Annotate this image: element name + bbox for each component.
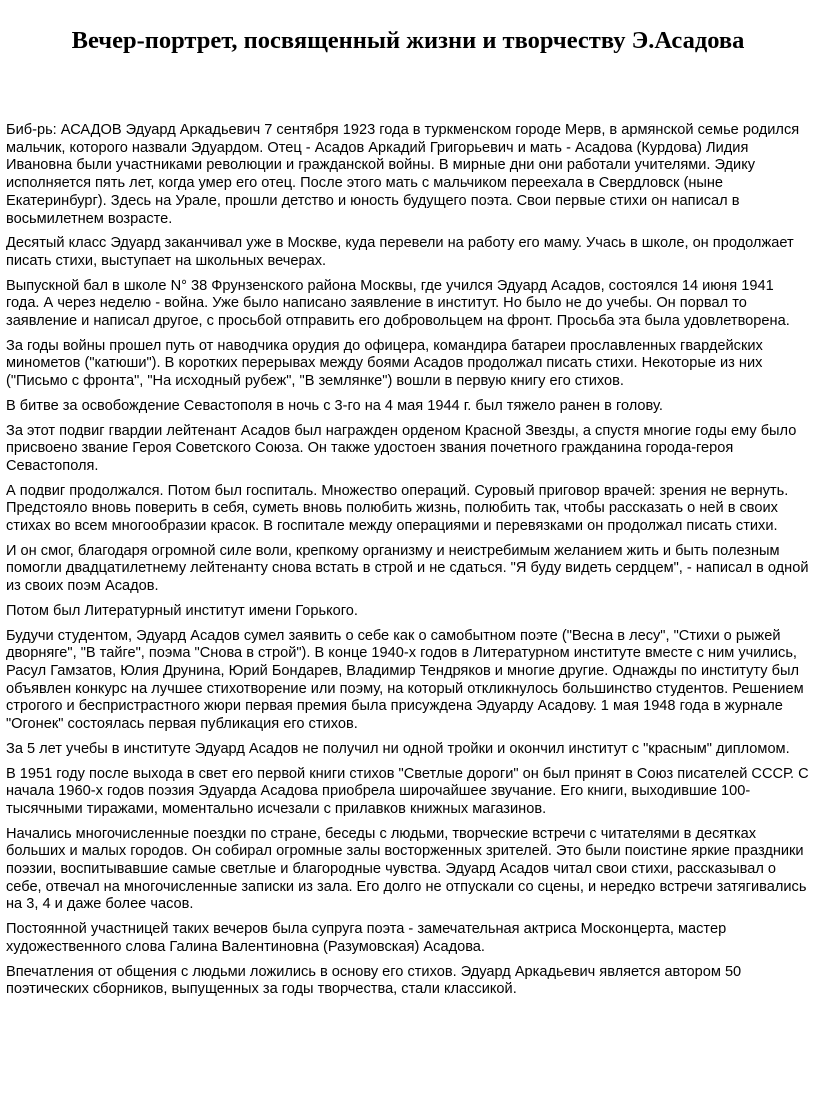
paragraph-war-years: За годы войны прошел путь от наводчика орудия до офицера, командира батареи прославленных гвардейских минометов ("катюши"). В коротких перерывах между боями Асадов продолжал писать стихи. Некоторые из них ("Письмо с фронта", "На исходный рубеж", "В землянке") вошли в первую книгу его стихов. — [6, 337, 763, 390]
paragraph-first-book: В 1951 году после выхода в свет его первой книги стихов "Светлые дороги" он был принят в Союз писателей СССР. С начала 1960-х годов поэзия Эдуарда Асадова приобрела широчайшее звучание. Его книги, выходившие 100-тысячными тиражами, моментально исчезали с прилавков книжных магазинов. — [6, 765, 809, 817]
paragraph-awards: За этот подвиг гвардии лейтенант Асадов был награжден орденом Красной Звезды, а спустя многие годы ему было присвоено звание Героя Советского Союза. Он также удостоен звания почетного гражданина города-героя Севастополя. — [6, 422, 797, 474]
paragraph-graduation-war: Выпускной бал в школе N° 38 Фрунзенского района Москвы, где учился Эдуард Асадов, состоялся 14 июня 1941 года. А через неделю - война. Уже было написано заявление в институт. Но было не до учебы. Он порвал то заявление и написал другое, с просьбой отправить его добровольцем на фронт. Просьба эта была удовлетворена. — [6, 277, 790, 330]
document-body — [6, 122, 810, 999]
paragraph-red-diploma: За 5 лет учебы в институте Эдуард Асадов не получил ни одной тройки и окончил институт с "красным" дипломом. — [6, 740, 790, 757]
paragraph-school-moscow: Десятый класс Эдуард заканчивал уже в Москве, куда перевели на работу его маму. Учась в школе, он продолжает писать стихи, выступает на школьных вечерах. — [6, 235, 794, 269]
paragraph-student-years: Будучи студентом, Эдуард Асадов сумел заявить о себе как о самобытном поэте ("Весна в лесу", "Стихи о рыжей дворняге", "В тайге", поэма "Снова в строй"). В конце 1940-х годов в Литературном институте вместе с ним учились, Расул Гамзатов, Юлия Друнина, Юрий Бондарев, Владимир Тендряков и многие другие. Однажды по институту был объявлен конкурс на лучшее стихотворение или поэму, на который откликнулось большинство студентов. Решением строгого и беспристрастного жюри первая премия была присуждена Эдуарду Асадову. 1 мая 1948 года в журнале "Огонек" состоялась первая публикация его стихов. — [6, 627, 804, 733]
paragraph-collections: Впечатления от общения с людьми ложились в основу его стихов. Эдуард Аркадьевич является автором 50 поэтических сборников, выпущенных за годы творчества, стали классикой. — [6, 963, 742, 998]
paragraph-literary-institute: Потом был Литературный институт имени Горького. — [6, 602, 358, 619]
paragraph-spouse: Постоянной участницей таких вечеров была супруга поэта - замечательная актриса Москонцерта, мастер художественного слова Галина Валентиновна (Разумовская) Асадова. — [6, 921, 727, 955]
paragraph-biography-intro: Биб-рь: АСАДОВ Эдуард Аркадьевич 7 сентября 1923 года в туркменском городе Мерв, в армянской семье родился мальчик, которого назвали Эдуардом. Отец - Асадов Аркадий Григорьевич и мать - Асадова (Курдова) Лидия Ивановна были участниками революции и гражданской войны. В мирные дни они работали учителями. Эдику исполняется пять лет, когда умер его отец. После этого мать с мальчиком переехала в Свердловск (ныне Екатеринбург). Здесь на Урале, прошли детство и юность будущего поэта. Свои первые стихи он написал в восьмилетнем возрасте. — [6, 122, 800, 227]
paragraph-sevastopol-wound: В битве за освобождение Севастополя в ночь с 3-го на 4 мая 1944 г. был тяжело ранен в голову. — [6, 397, 663, 414]
paragraph-tours: Начались многочисленные поездки по стране, беседы с людьми, творческие встречи с читателями в десятках больших и малых городов. Он собирал огромные залы восторженных зрителей. Это были поистине яркие праздники поэзии, воспитывавшие самые светлые и благородные чувства. Эдуард Асадов читал свои стихи, рассказывал о себе, отвечал на многочисленные записки из зала. Его долго не отпускали со сцены, и нередко встречи затягивались на 3, 4 и даже более часов. — [6, 825, 807, 913]
paragraph-willpower: И он смог, благодаря огромной силе воли, крепкому организму и неистребимым желанием жить и быть полезным помогли двадцатилетнему лейтенанту снова встать в строй и не сдаться. "Я буду видеть сердцем", - написал в одной из своих поэм Асадов. — [6, 542, 809, 595]
paragraph-hospital: А подвиг продолжался. Потом был госпиталь. Множество операций. Суровый приговор врачей: зрения не вернуть. Предстояло вновь поверить в себя, суметь вновь полюбить жизнь, полюбить так, чтобы рассказать о ней в своих стихах во всем многообразии красок. В госпитале между операциями и перевязками он продолжал писать стихи. — [6, 482, 789, 535]
page-title: Вечер-портрет, посвященный жизни и творчеству Э.Асадова — [71, 27, 745, 54]
